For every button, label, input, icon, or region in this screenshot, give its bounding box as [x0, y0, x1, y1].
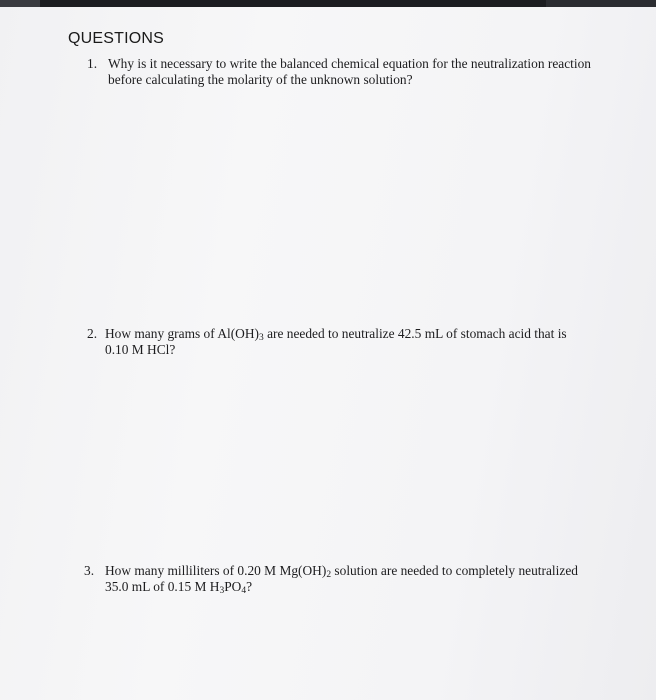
question-3-subscript-1: 2: [326, 570, 332, 580]
question-3-line-2: [105, 579, 578, 595]
question-1-number: 1.: [87, 56, 98, 71]
question-2-number: 2.: [87, 326, 98, 341]
question-3-line-2-part-c: ?: [246, 579, 253, 594]
question-1-text: [108, 56, 591, 88]
question-3-line-1: [105, 563, 578, 579]
top-edge-bar: [0, 0, 656, 7]
question-2-line-2: 0.10 M HCl?: [105, 342, 176, 357]
page-heading: QUESTIONS: [68, 30, 165, 47]
question-3-line-1-part-a: How many milliliters of 0.20 M Mg(OH): [105, 563, 327, 578]
top-edge-bar-right: [546, 0, 656, 7]
question-1-line-1: Why is it necessary to write the balanced chemical equation for the neutralization reaction: [108, 56, 591, 71]
top-edge-bar-left: [0, 0, 40, 7]
question-3-line-1-part-b: solution are needed to completely neutralized: [331, 563, 578, 578]
question-1-line-2: before calculating the molarity of the unknown solution?: [108, 72, 413, 87]
question-2-subscript: 3: [258, 333, 264, 343]
question-3-line-2-part-a: 35.0 mL of 0.15 M H: [105, 579, 220, 594]
question-3-subscript-3: 4: [241, 586, 247, 596]
question-3-text: [105, 563, 578, 595]
question-3-number: 3.: [84, 563, 95, 578]
question-2-line-1-part-b: are needed to neutralize 42.5 mL of stomach acid that is: [263, 326, 567, 341]
question-2-text: [105, 326, 567, 358]
question-2-line-1-part-a: How many grams of Al(OH): [105, 326, 259, 341]
question-3-subscript-2: 3: [219, 586, 225, 596]
question-2-line-1: [105, 326, 567, 342]
question-3-line-2-part-b: PO: [224, 579, 242, 594]
